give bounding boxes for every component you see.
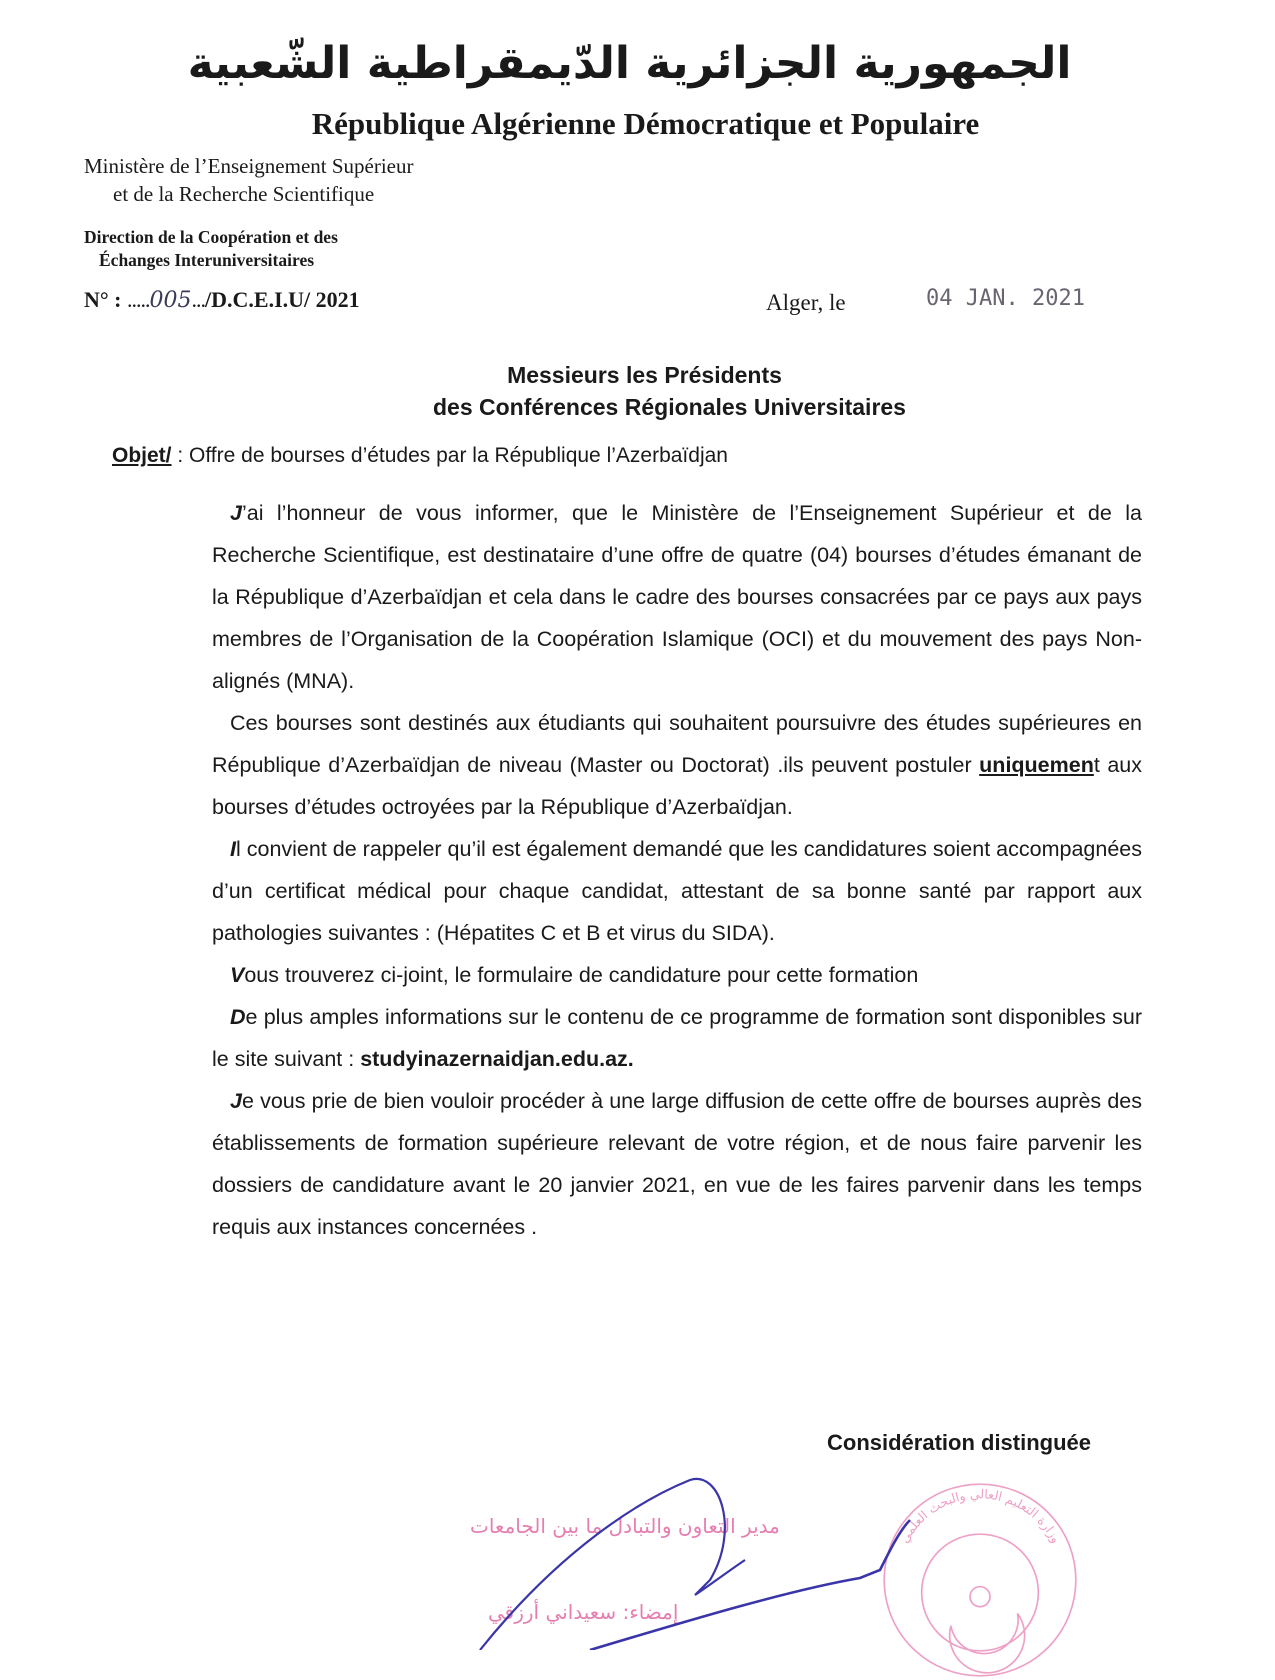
paragraph-3-initial: I: [230, 837, 236, 861]
paragraph-1: [212, 492, 1142, 702]
paragraph-2: [212, 702, 1142, 828]
paragraph-3-text: l convient de rappeler qu’il est également demandé que les candidatures soient accompagnées d’un certificat médical pour chaque candidat, attestant de sa bonne santé par rapport aux pathologies suivantes : (Hépatites C et B et virus du SIDA).: [212, 837, 1142, 945]
paragraph-6-initial: J: [230, 1089, 242, 1113]
paragraph-1-text: ’ai l’honneur de vous informer, que le Ministère de l’Enseignement Supérieur et de la Recherche Scientifique, est destinataire d’une offre de quatre (04) bourses d’études émanant de la République d’Azerbaïdjan et cela dans le cadre des bourses consacrées par ce pays aux pays membres de l’Organisation de la Coopération Islamique (OCI) et du mouvement des pays Non-alignés (MNA).: [212, 501, 1142, 693]
signature-stroke-1: [480, 1479, 745, 1650]
reference-dots: .....: [127, 287, 150, 312]
paragraph-2-initial: C: [230, 711, 246, 735]
seal-text: وزارة التعليم العالي والبحث العلمي: [896, 1486, 1064, 1546]
place-label: Alger, le: [766, 290, 846, 315]
reference-handwritten-number: 005: [149, 288, 192, 313]
paragraph-6: [212, 1080, 1142, 1248]
direction-line-2: Échanges Interuniversitaires: [99, 250, 315, 270]
ministry-line-2: et de la Recherche Scientifique: [113, 182, 375, 206]
reference-dots-2: ...: [191, 287, 206, 312]
direction-line-1: Direction de la Coopération et des: [84, 227, 338, 247]
recipient-line-2: des Conférences Régionales Universitaires: [433, 394, 906, 420]
paragraph-4-initial: V: [230, 963, 245, 987]
paragraph-1-initial: J: [230, 501, 242, 525]
signature-stroke-2: [590, 1520, 910, 1650]
paragraph-3: [212, 828, 1142, 954]
recipient-line-1: Messieurs les Présidents: [507, 362, 782, 388]
seal-crescent-icon: [950, 1613, 1025, 1672]
paragraph-4-text: ous trouverez ci-joint, le formulaire de candidature pour cette formation: [244, 963, 919, 987]
signatory-title: مدير التعاون والتبادل ما بين الجامعات: [470, 1514, 780, 1538]
letter-body: [212, 492, 1142, 1248]
french-republic-title: République Algérienne Démocratique et Populaire: [311, 106, 980, 141]
reference-suffix: /D.C.E.I.U/ 2021: [205, 287, 360, 312]
paragraph-5-text: e plus amples informations sur le contenu de ce programme de formation sont disponibles sur le site suivant :: [212, 1005, 1142, 1071]
arabic-republic-title: الجمهورية الجزائرية الدّيمقراطية الشّعبية: [187, 38, 1072, 89]
paragraph-2-text-a: es bourses sont destinés aux étudiants qui souhaitent poursuivre des études supérieures en République d’Azerbaïdjan de niveau (Master ou Doctorat) .ils peuvent postuler: [212, 711, 1142, 777]
ministry-line-1: Ministère de l’Enseignement Supérieur: [84, 154, 414, 178]
reference-prefix: N° :: [84, 287, 122, 312]
paragraph-5: [212, 996, 1142, 1080]
signatory-name: إمضاء: سعيداني أرزقي: [488, 1600, 679, 1624]
reference-number: [84, 287, 360, 313]
website-link[interactable]: studyinazernaidjan.edu.az.: [360, 1047, 634, 1071]
closing-salutation: Considération distinguée: [827, 1430, 1092, 1455]
emphasis-uniquement: uniquemen: [979, 753, 1094, 777]
paragraph-5-initial: D: [230, 1005, 246, 1029]
paragraph-4: [212, 954, 1142, 996]
paragraph-6-text: e vous prie de bien vouloir procéder à une large diffusion de cette offre de bourses auprès des établissements de formation supérieure relevant de votre région, et de nous faire parvenir les dossiers de candidature avant le 20 janvier 2021, en vue de les faires parvenir dans les temps requis aux instances concernées .: [212, 1089, 1142, 1239]
subject-line: [112, 444, 728, 468]
subject-label: Objet/: [112, 444, 172, 467]
seal-emblem-icon: [970, 1587, 990, 1607]
date-stamp: 04 JAN. 2021: [926, 286, 1085, 311]
official-seal-stamp: [880, 1480, 1080, 1680]
seal-outer-ring: [884, 1484, 1076, 1676]
subject-text: : Offre de bourses d’études par la République l’Azerbaïdjan: [171, 444, 728, 467]
paragraph-2-text-b: t aux bourses d’études octroyées par la République d’Azerbaïdjan.: [212, 753, 1142, 819]
seal-inner-ring: [922, 1534, 1039, 1651]
